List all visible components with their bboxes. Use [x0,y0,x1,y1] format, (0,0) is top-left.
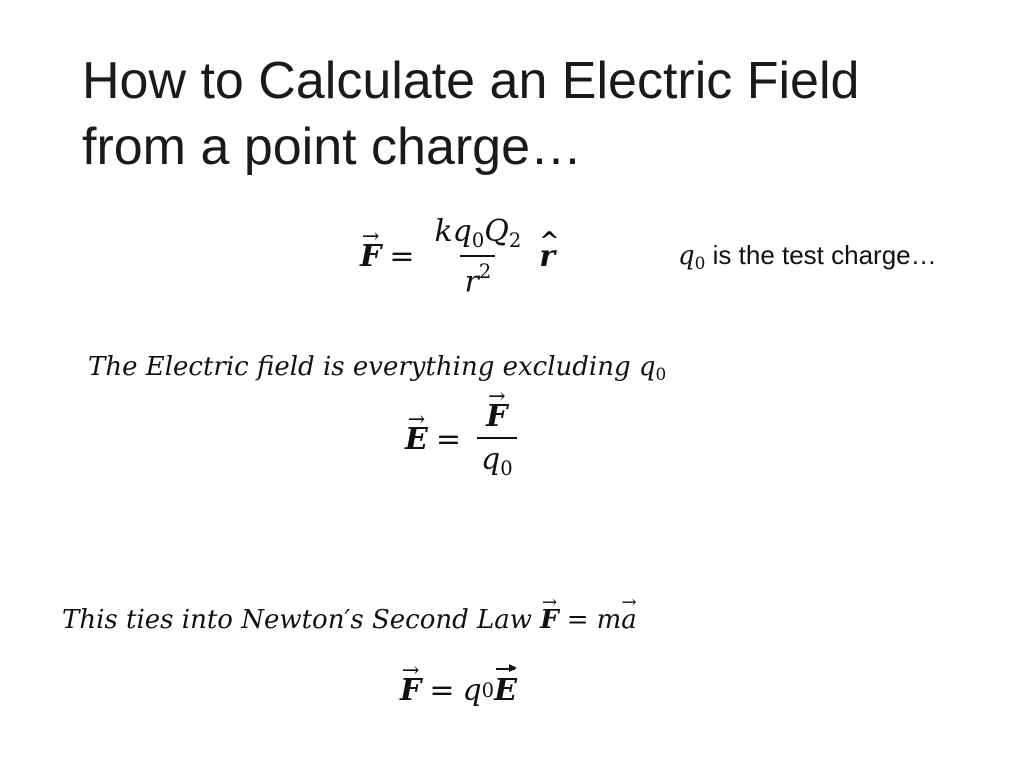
acceleration-vector-symbol: → a [621,605,637,635]
note-text: is the test charge… [705,240,937,270]
field-definition-subscript: 0 [655,364,667,385]
numerator-kq: kq [434,214,472,249]
numerator-sub-0: 0 [471,228,485,252]
force-vector-symbol: → F [540,605,558,635]
mass-symbol: m [596,605,622,635]
field-definition-line [88,352,666,384]
field-vector-symbol: → E [405,422,428,457]
field-definition-text: The Electric field is everything excluding q [88,352,656,382]
title-line-2: from a point charge… [82,118,583,176]
numerator-Q: Q [484,214,509,249]
charge-symbol: q [462,673,482,708]
denominator-subscript: 0 [500,456,513,480]
coulomb-force-equation [360,215,555,299]
field-fraction [477,400,517,479]
fraction-numerator [430,215,525,255]
slide-title [82,48,982,180]
charge-subscript: 0 [481,679,495,702]
denominator-q: q [481,442,501,477]
title-line-1: How to Calculate an Electric Field [82,52,860,110]
denominator-r: r [464,264,479,300]
equals-sign: = [435,422,462,458]
force-vector-symbol: → F [400,673,421,708]
force-field-equation [400,673,517,708]
note-q-symbol: q [678,241,695,271]
fraction-numerator [482,400,511,437]
newton-law-line [62,605,637,635]
numerator-sub-2: 2 [508,228,522,252]
note-q-subscript: 0 [694,253,706,274]
newton-law-text: This ties into Newton′s Second Law [62,605,541,635]
equals-sign: = [566,605,589,635]
field-vector-symbol: E [494,673,517,708]
unit-vector-r-hat: ^ r [539,239,555,274]
coulomb-fraction [430,215,525,299]
denominator-exponent: 2 [478,260,492,284]
equals-sign: = [389,239,415,275]
equals-sign: = [429,673,455,708]
force-vector-symbol: → F [486,400,507,433]
electric-field-equation [405,400,525,479]
fraction-denominator [460,255,495,299]
test-charge-note [678,240,937,273]
force-vector-symbol: → F [360,239,381,274]
fraction-denominator [477,437,517,479]
